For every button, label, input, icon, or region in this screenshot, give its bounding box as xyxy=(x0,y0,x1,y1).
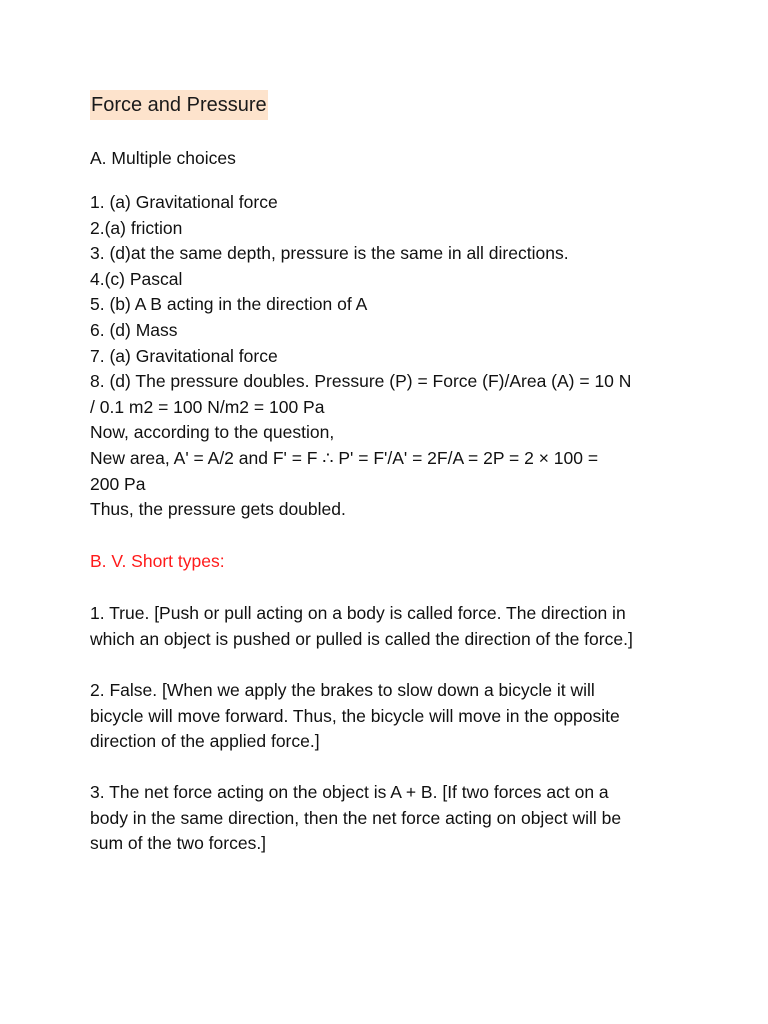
answer-line: 5. (b) A B acting in the direction of A xyxy=(90,294,368,315)
paragraph-line: sum of the two forces.] xyxy=(90,833,267,854)
answer-line: 8. (d) The pressure doubles. Pressure (P) = Force (F)/Area (A) = 10 N xyxy=(90,371,632,392)
paragraph-line: 1. True. [Push or pull acting on a body is called force. The direction in xyxy=(90,603,626,623)
section-b-paragraph-3 xyxy=(90,780,690,857)
answer-line: Now, according to the question, xyxy=(90,422,335,443)
paragraph-line: which an object is pushed or pulled is called the direction of the force.] xyxy=(90,628,633,649)
answer-line: 6. (d) Mass xyxy=(90,319,178,340)
paragraph-line: bicycle will move forward. Thus, the bicycle will move in the opposite xyxy=(90,705,620,726)
document-title: Force and Pressure xyxy=(90,90,268,120)
section-b-heading: B. V. Short types: xyxy=(90,551,225,571)
answer-line: Thus, the pressure gets doubled. xyxy=(90,499,346,520)
answer-line: 2.(a) friction xyxy=(90,217,183,238)
answer-line: 3. (d)at the same depth, pressure is the same in all directions. xyxy=(90,243,569,264)
section-b-paragraph-1 xyxy=(90,601,690,652)
section-b-paragraph-2 xyxy=(90,678,690,755)
paragraph-line: 2. False. [When we apply the brakes to slow down a bicycle it will xyxy=(90,680,595,700)
answer-line: 200 Pa xyxy=(90,473,146,494)
paragraph-line: 3. The net force acting on the object is A + B. [If two forces act on a xyxy=(90,782,609,802)
answer-line: New area, A' = A/2 and F' = F ∴ P' = F'/A' = 2F/A = 2P = 2 × 100 = xyxy=(90,447,599,468)
answer-line: 1. (a) Gravitational force xyxy=(90,192,278,212)
section-a-heading: A. Multiple choices xyxy=(90,148,236,168)
answer-line: / 0.1 m2 = 100 N/m2 = 100 Pa xyxy=(90,396,325,417)
answer-line: 4.(c) Pascal xyxy=(90,268,183,289)
answer-line: 7. (a) Gravitational force xyxy=(90,345,278,366)
paragraph-line: body in the same direction, then the net force acting on object will be xyxy=(90,807,622,828)
paragraph-line: direction of the applied force.] xyxy=(90,731,320,752)
section-a-answers xyxy=(90,190,690,523)
